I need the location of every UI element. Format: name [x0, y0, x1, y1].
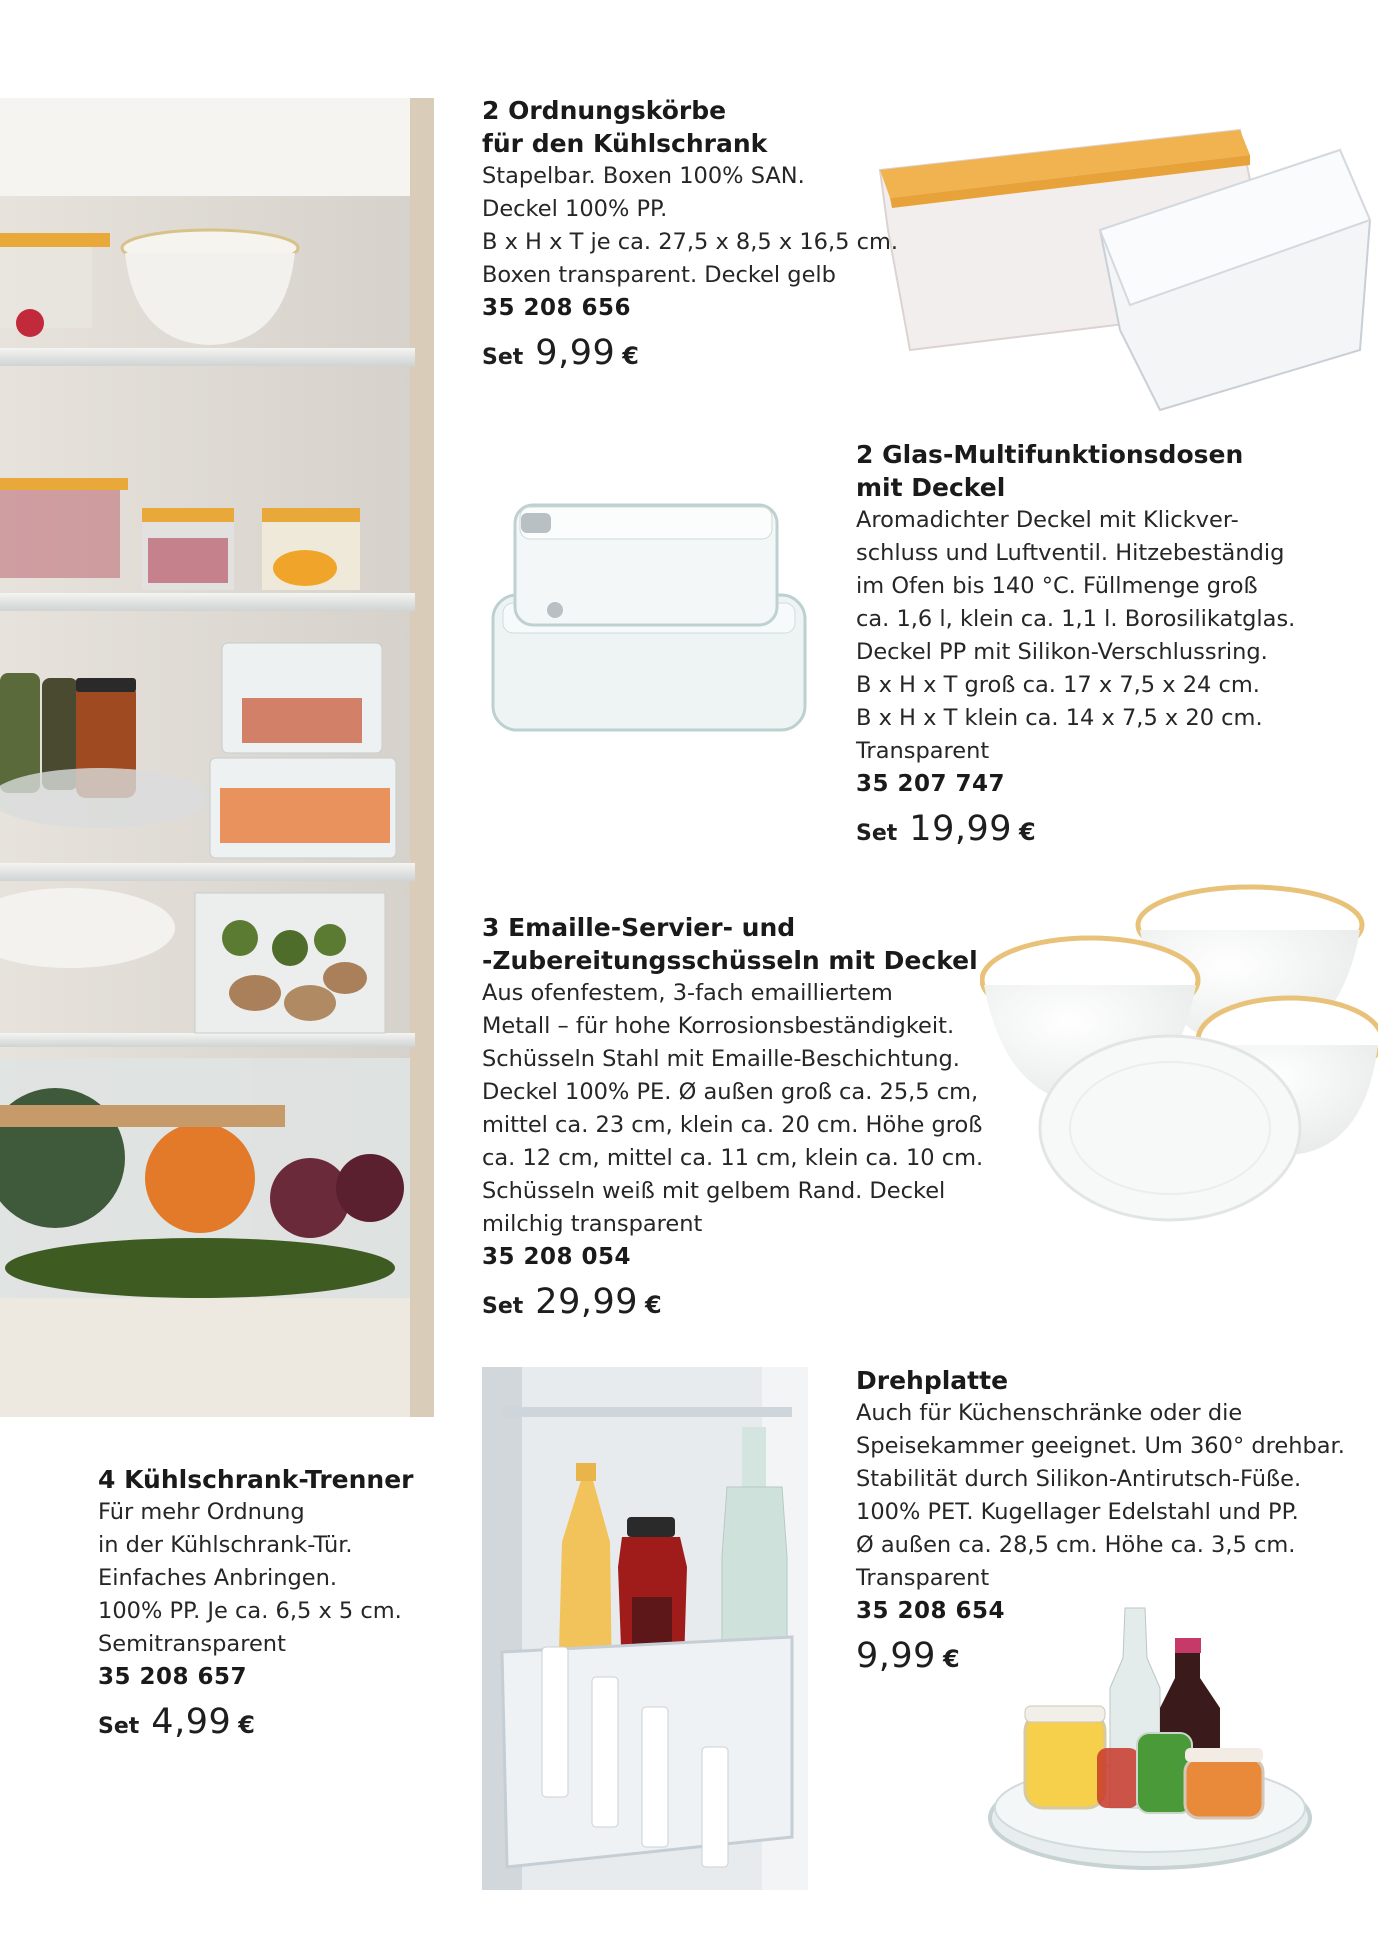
yellow-lid-storage-boxes: [870, 110, 1378, 420]
product-title: 4 Kühlschrank-Trenner: [98, 1465, 414, 1494]
product-storage-baskets: [482, 94, 898, 373]
product-description: Auch für Küchenschränke oder die Speisekammer geeignet. Um 360° drehbar. Stabilität durch Silikon-Antirutsch-Füße. 100% PET. Kugellager Edelstahl und PP. Ø außen ca. 28,5 cm. Höhe ca. 3,5 cm. Transparent: [856, 1400, 1345, 1591]
fridge-interior-photo: [0, 98, 434, 1417]
price-prefix: Set: [482, 1294, 524, 1319]
product-price: [856, 1636, 1345, 1676]
product-price: [856, 809, 1295, 849]
price-amount: 4,99: [151, 1702, 232, 1742]
product-title: 3 Emaille-Servier- und -Zubereitungsschüsseln mit Deckel: [482, 913, 978, 975]
product-sku: 35 207 747: [856, 771, 1006, 797]
price-amount: 19,99: [909, 809, 1012, 849]
product-turntable: [856, 1364, 1345, 1676]
product-glass-containers: [856, 438, 1295, 849]
price-amount: 9,99: [856, 1636, 936, 1676]
enamel-bowls: [980, 880, 1378, 1240]
glass-containers: [485, 495, 810, 745]
price-amount: 29,99: [535, 1282, 638, 1322]
price-prefix: Set: [482, 345, 524, 370]
product-sku: 35 208 054: [482, 1244, 632, 1270]
product-price: [482, 1282, 983, 1322]
price-currency: €: [238, 1711, 255, 1739]
price-currency: €: [942, 1645, 960, 1673]
product-title: 2 Glas-Multifunktionsdosen mit Deckel: [856, 440, 1244, 502]
product-description: Stapelbar. Boxen 100% SAN. Deckel 100% PP. B x H x T je ca. 27,5 x 8,5 x 16,5 cm. Boxen transparent. Deckel gelb: [482, 163, 899, 288]
fridge-door-dividers-photo: [482, 1367, 808, 1890]
product-title: 2 Ordnungskörbe für den Kühlschrank: [482, 96, 768, 158]
product-sku: 35 208 657: [98, 1664, 248, 1690]
product-description: Für mehr Ordnung in der Kühlschrank-Tür. Einfaches Anbringen. 100% PP. Je ca. 6,5 x 5 cm. Semitransparent: [98, 1499, 402, 1657]
price-prefix: Set: [98, 1714, 140, 1739]
product-description: Aromadichter Deckel mit Klickver- schluss und Luftventil. Hitzebeständig im Ofen bis 140 °C. Füllmenge groß ca. 1,6 l, klein ca. 1,1 l. Borosilikatglas. Deckel PP mit Silikon-Verschlussring. B x H x T groß ca. 17 x 7,5 x 24 cm. B x H x T klein ca. 14 x 7,5 x 20 cm. Transparent: [856, 507, 1296, 764]
product-sku: 35 208 656: [482, 295, 632, 321]
price-currency: €: [645, 1291, 662, 1319]
product-enamel-bowls: [482, 911, 983, 1322]
product-price: [482, 333, 898, 373]
product-fridge-dividers: [98, 1463, 414, 1742]
product-sku: 35 208 654: [856, 1598, 1006, 1624]
price-prefix: Set: [856, 821, 898, 846]
product-title: Drehplatte: [856, 1366, 1009, 1395]
price-currency: €: [622, 342, 639, 370]
price-currency: €: [1019, 818, 1036, 846]
product-price: [98, 1702, 414, 1742]
product-description: Aus ofenfestem, 3-fach emailliertem Metall – für hohe Korrosionsbeständigkeit. Schüsseln Stahl mit Emaille-Beschichtung. Deckel 100% PE. Ø außen groß ca. 25,5 cm, mittel ca. 23 cm, klein ca. 20 cm. Höhe groß ca. 12 cm, mittel ca. 11 cm, klein ca. 10 cm. Schüsseln weiß mit gelbem Rand. Deckel milchig transparent: [482, 980, 984, 1237]
price-amount: 9,99: [535, 333, 616, 373]
